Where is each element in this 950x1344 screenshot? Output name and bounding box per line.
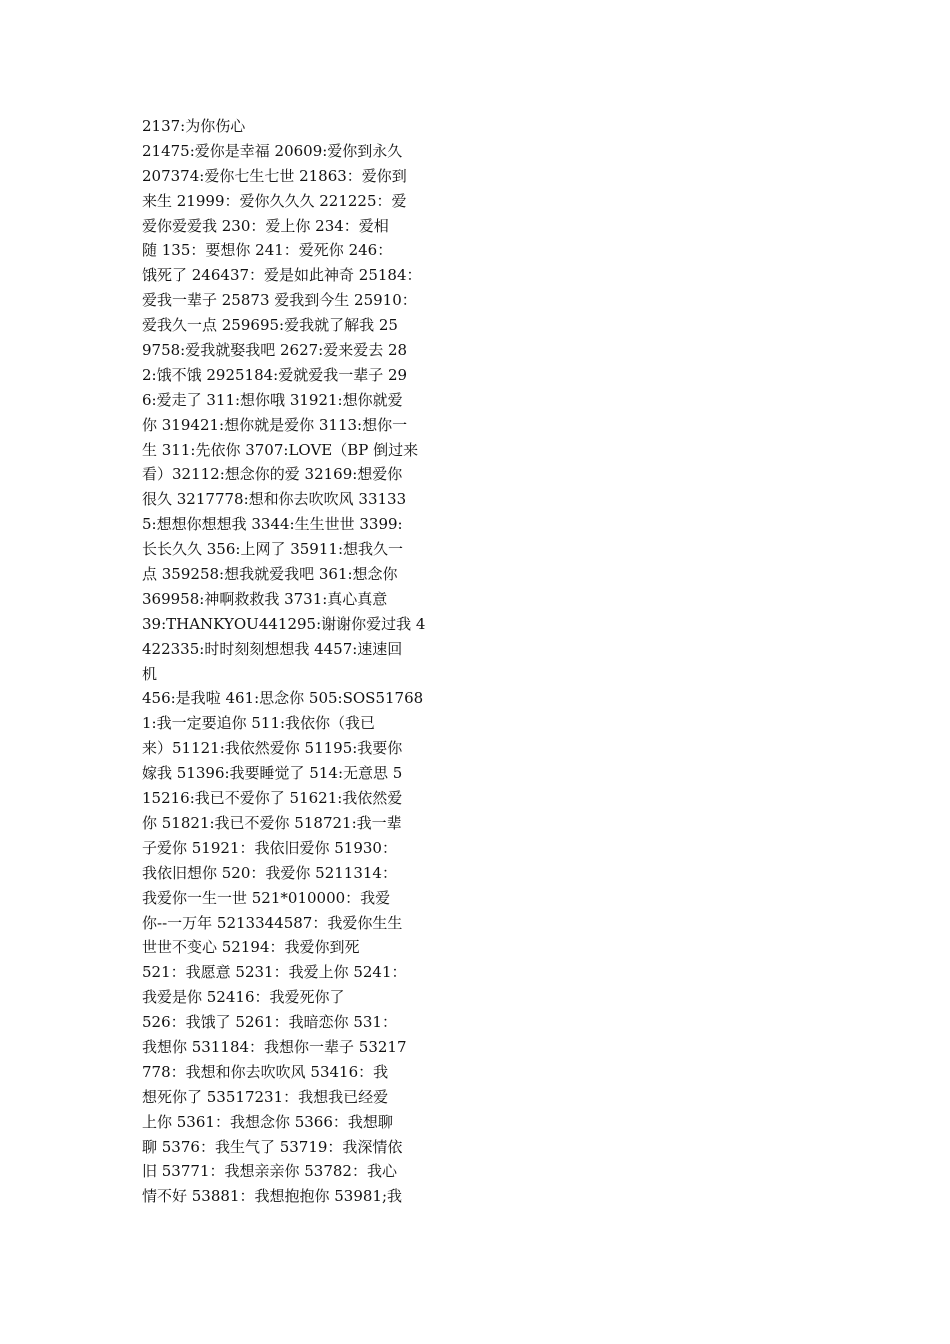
text-line: 2137:为你伤心	[142, 117, 246, 135]
text-line: 机	[142, 664, 158, 683]
text-line: 207374:爱你七生七世 21863：爱你到	[142, 166, 407, 185]
text-line: 生 311:先依你 3707:LOVE（BP 倒过来	[142, 440, 419, 459]
text-line: 随 135：要想你 241：爱死你 246：	[142, 241, 393, 260]
text-column	[142, 114, 426, 1209]
text-line: 15216:我已不爱你了 51621:我依然爱	[142, 789, 403, 808]
text-line: 1:我一定要追你 511:我依你（我已	[142, 714, 376, 733]
text-line: 你--一万年 5213344587：我爱你生生	[142, 913, 403, 932]
text-line: 你 51821:我已不爱你 518721:我一辈	[142, 813, 402, 832]
text-line: 你 319421:想你就是爱你 3113:想你一	[142, 415, 408, 434]
text-line: 旧 53771：我想亲亲你 53782：我心	[142, 1162, 397, 1181]
text-line: 778：我想和你去吹吹风 53416：我	[142, 1062, 389, 1081]
text-line: 子爱你 51921：我依旧爱你 51930：	[142, 838, 397, 857]
text-line: 21475:爱你是幸福 20609:爱你到永久	[142, 141, 403, 160]
text-line: 上你 5361：我想念你 5366：我想聊	[142, 1112, 393, 1131]
text-line: 想死你了 53517231：我想我已经爱	[142, 1087, 389, 1106]
text-line: 6:爱走了 311:想你哦 31921:想你就爱	[142, 390, 403, 409]
text-line: 情不好 53881：我想抱抱你 53981;我	[142, 1187, 403, 1206]
text-line: 39:THANKYOU441295:谢谢你爱过我 4	[142, 614, 426, 633]
text-line: 嫁我 51396:我要睡觉了 514:无意思 5	[142, 764, 403, 783]
text-line: 我爱是你 52416：我爱死你了	[142, 988, 345, 1007]
text-line: 点 359258:想我就爱我吧 361:想念你	[142, 565, 398, 584]
text-line: 长长久久 356:上网了 35911:想我久一	[142, 540, 403, 559]
text-line: 456:是我啦 461:思念你 505:SOS51768	[142, 689, 424, 708]
text-line: 爱我久一点 259695:爱我就了解我 25	[142, 316, 398, 335]
text-line: 世世不变心 52194：我爱你到死	[142, 938, 360, 957]
text-line: 422335:时时刻刻想想我 4457:速速回	[142, 639, 403, 658]
text-line: 爱我一辈子 25873 爱我到今生 25910：	[142, 291, 417, 310]
text-line: 很久 3217778:想和你去吹吹风 33133	[142, 490, 407, 509]
text-line: 聊 5376：我生气了 53719：我深情依	[142, 1137, 403, 1156]
text-line: 爱你爱爱我 230：爱上你 234：爱相	[142, 216, 389, 235]
text-line: 我想你 531184：我想你一辈子 53217	[142, 1037, 407, 1056]
text-line: 我依旧想你 520：我爱你 5211314：	[142, 863, 397, 882]
text-line: 来生 21999：爱你久久久 221225：爱	[142, 191, 407, 210]
text-line: 9758:爱我就娶我吧 2627:爱来爱去 28	[142, 341, 408, 360]
text-line: 我爱你一生一世 521*010000：我爱	[142, 888, 391, 907]
text-line: 来）51121:我依然爱你 51195:我要你	[142, 739, 403, 758]
text-line: 521：我愿意 5231：我爱上你 5241：	[142, 963, 407, 982]
text-line: 饿死了 246437：爱是如此神奇 25184：	[142, 266, 422, 285]
text-line: 2:饿不饿 2925184:爱就爱我一辈子 29	[142, 365, 408, 384]
text-line: 看）32112:想念你的爱 32169:想爱你	[142, 465, 403, 484]
text-line: 526：我饿了 5261：我暗恋你 531：	[142, 1013, 397, 1032]
text-line: 369958:神啊救救我 3731:真心真意	[142, 589, 388, 608]
text-line: 5:想想你想想我 3344:生生世世 3399:	[142, 515, 403, 534]
